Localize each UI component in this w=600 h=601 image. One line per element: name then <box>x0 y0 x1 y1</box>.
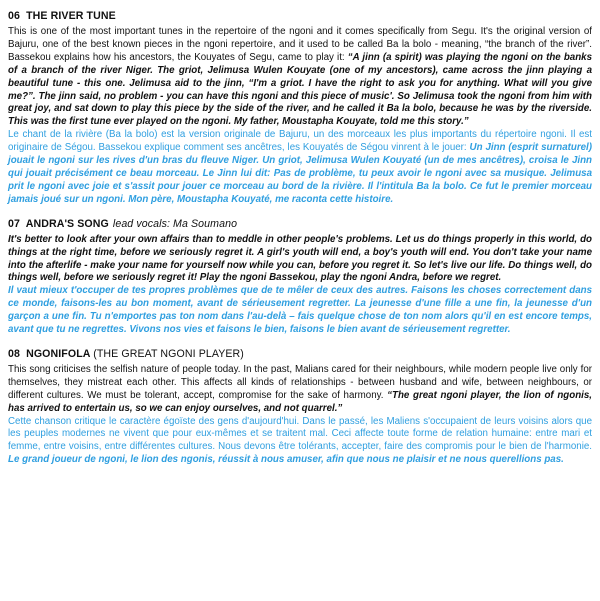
french-description: Le chant de la rivière (Ba la bolo) est la version originale de Bajuru, un des morceaux les plus importants du répertoire ngoni. Il est originaire de Ségou. Bassekou explique comment ses ancêtres, les Kouyatés de Ségou vinrent à le jouer: <box>8 129 592 154</box>
track-number: 08 <box>8 347 20 360</box>
english-text <box>8 364 592 416</box>
english-quote: “A jinn (a spirit) was playing the ngoni on the banks of a branch of the river Niger. The griot, Jelimusa Wulen Kouyate (one of my ancestors), came across the jinn playing a beautiful tune - this one. Jelimusa aid to the jinn, “I'm a griot. I have the right to ask you for anything. What will you give me?”. The jinn said, no problem - you can have this ngoni and this piece of music'. So Jelimusa took the ngoni from him with great joy, and sat down to play this piece by the side of the river, and he called it Ba la bolo, because he was by the riverside. This was the first tune ever played on the ngoni. My father, Moustapha Kouyate, told me this story.” <box>8 51 593 128</box>
english-quote: “The great ngoni player, the lion of ngonis, has arrived to entertain us, so we can enjoy ourselves, and not quarrel.” <box>8 389 592 414</box>
track-credit: lead vocals: Ma Soumano <box>112 217 238 230</box>
track-subtitle: (THE GREAT NGONI PLAYER) <box>93 347 244 360</box>
track-06 <box>8 10 592 207</box>
track-heading <box>8 10 592 23</box>
track-08 <box>8 348 592 467</box>
track-title: ANDRA'S SONG <box>25 217 109 230</box>
track-number: 06 <box>8 10 20 22</box>
french-quote: Le grand joueur de ngoni, le lion des ngonis, réussit à nous amuser, afin que nous ne plaisir et ne nous querellions pas. <box>8 454 564 466</box>
track-07 <box>8 218 592 337</box>
english-text <box>8 26 592 129</box>
english-description: This is one of the most important tunes in the repertoire of the ngoni and it comes specifically from Segu. It's the original version of Bajuru, one of the best known pieces in the ngoni repertoire, and it used to be called Ba la bolo - meaning, “the branch of the river”. Bassekou explains how his ancestors, the Kouyates of Segu, came to play it: <box>8 26 592 63</box>
french-quote: Un Jinn (esprit surnaturel) jouait le ngoni sur les rives d'un bras du fleuve Niger. Un griot, Jelimusa Wulen Kouyaté (un de mes ancêtres), croisa le Jinn qui jouait précisément ce beau morceau. Le Jinn lui dit: Pas de problème, tu peux avoir le ngoni avec sa musique. Jelimusa prit le ngoni avec joie et s'assit pour jouer ce morceau au bord de la rivière. Il l'intitula Ba la bolo. Ce fut le premier morceau jamais joué sur un ngoni. Mon père, Moustapha Kouyaté, me raconta cette histoire. <box>8 142 593 205</box>
track-heading <box>8 218 592 231</box>
english-description: This song criticises the selfish nature of people today. In the past, Malians cared for their neighbours, while modern people live only for themselves, they mistreat each other. This affects all kinds of relationships - between husband and wife, between neighbours, or different cultures. We must be tolerant, accept, compromise for the sake of harmony. <box>8 363 592 401</box>
track-title: NGONIFOLA <box>26 347 91 360</box>
english-text <box>8 234 592 286</box>
track-number: 07 <box>8 217 20 230</box>
english-quote: It's better to look after your own affairs than to meddle in other people's problems. Let us do things properly in this world, do things at the right time, before we seriously regret it. A girl's youth will end, a boy's youth will end. You don't take your name into the afterlife - make your name for yourself now while you can, before you regret it. So let's live our life. Do things well, do things well, before we seriously regret it! Play the ngoni Bassekou, play the ngoni Andra, before we regret. <box>8 233 592 284</box>
french-text <box>8 129 592 206</box>
french-description: Cette chanson critique le caractère égoïste des gens d'aujourd'hui. Dans le passé, les Maliens s'occupaient de leurs voisins alors que les peuples modernes ne vivent que pour eux-mêmes et se traitent mal. Ceci affecte toute forme de relation humaine: entre mari et femme, entre voisins, entre différentes cultures. Nous devons être tolérants, accepter, faire des compromis pour le bien de l'harmonie. <box>8 415 592 453</box>
french-text <box>8 416 592 468</box>
french-text <box>8 285 592 337</box>
french-quote: Il vaut mieux t'occuper de tes propres problèmes que de te mêler de ceux des autres. Faisons les choses correctement dans ce monde, faisons-les au bon moment, avant de sérieusement regretter. La jeunesse d'une fille a une fin, la jeunesse d'un garçon a une fin. Tu n'emportes pas ton nom dans l'au-delà – fais quelque chose de ton nom alors qu'il en est encore temps, avant que tu ne regrettes. Vivons nos vies et faisons le bien, faisons le bien avant de sérieusement regretter. <box>8 285 592 336</box>
track-title: THE RIVER TUNE <box>26 10 116 22</box>
track-heading <box>8 348 592 361</box>
